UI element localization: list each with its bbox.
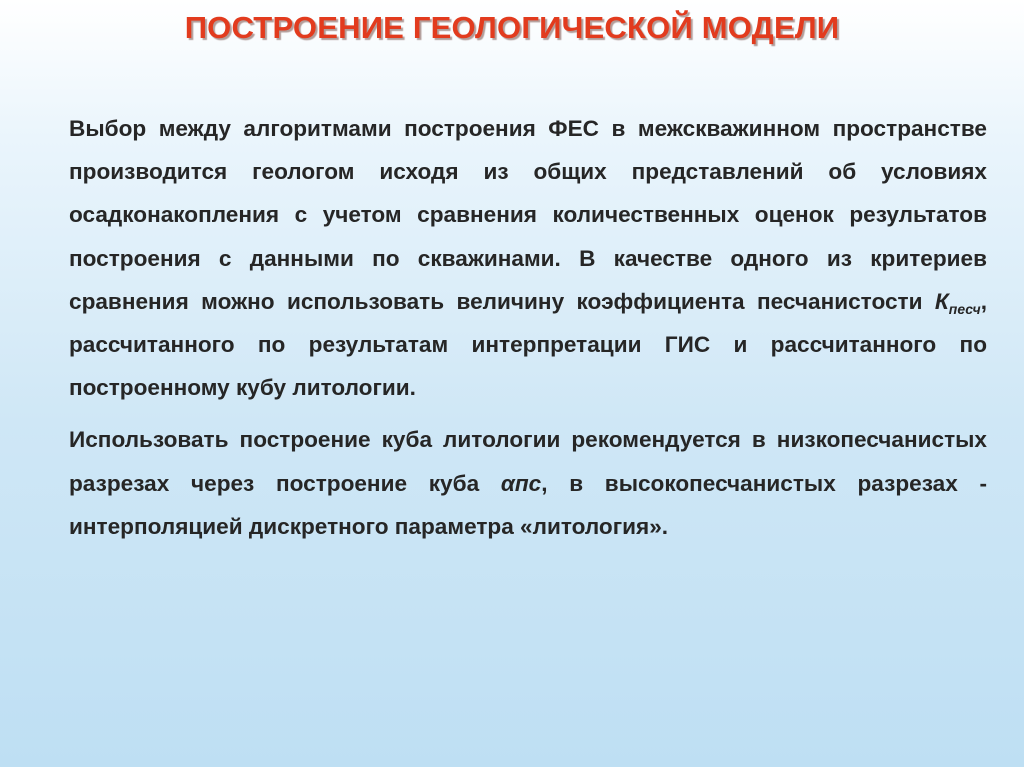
sand-coefficient-subscript: песч (948, 300, 981, 317)
paragraph-2 (69, 418, 987, 548)
slide-body (69, 107, 987, 548)
paragraph-1 (69, 107, 987, 409)
paragraph-1-text-end: , рассчитанного по результатам интерпретации ГИС и рассчитанного по построенному кубу литологии. (69, 288, 987, 401)
paragraph-2-text-start: Использовать построение куба литологии рекомендуется в низкопесчанистых разрезах через построение куба (69, 427, 987, 496)
sand-coefficient-symbol: К (934, 288, 949, 314)
paragraph-1-text-start: Выбор между алгоритмами построения ФЕС в межскважинном пространстве производится геологом исходя из общих представлений об условиях осадконакопления с учетом сравнения количественных оценок результатов построения с данными по скважинами. В качестве одного из критериев сравнения можно использовать величину коэффициента песчанистости (69, 116, 987, 314)
paragraph-2-text-end: , в высокопесчанистых разрезах - интерполяцией дискретного параметра «литология». (69, 470, 988, 539)
alpha-ps-symbol: αпс (500, 470, 542, 496)
slide-title: ПОСТРОЕНИЕ ГЕОЛОГИЧЕСКОЙ МОДЕЛИ (184, 10, 840, 45)
